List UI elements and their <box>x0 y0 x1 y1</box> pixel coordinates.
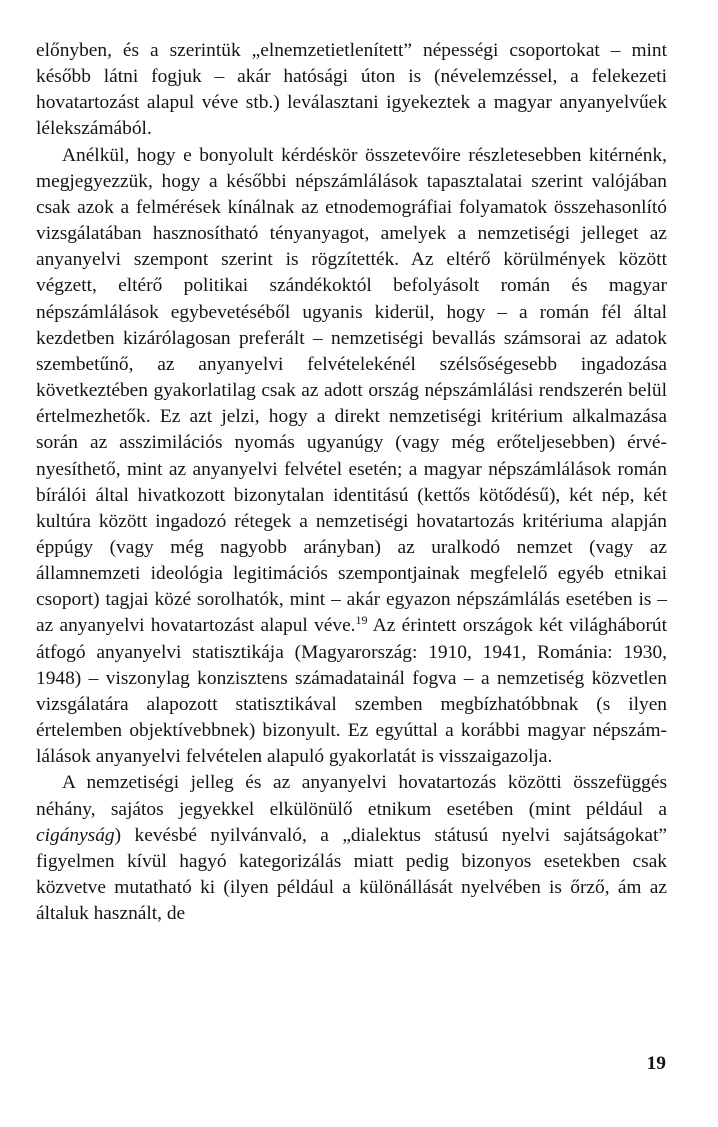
page-body <box>36 38 667 927</box>
footnote-reference: 19 <box>355 613 368 628</box>
page-number: 19 <box>646 1053 666 1074</box>
paragraph <box>36 770 667 927</box>
emphasized-term: cigányság <box>36 824 115 846</box>
paragraph <box>36 143 667 771</box>
text-run: Az érintett országok két világháborút átfogó anyanyelvi statisztikája (Magyarország: 1910, 1941, Románia: 1930, 1948) – viszonylag konzisztens számadatainál fogva – a nemzetiség közvetlen vizsgálatára alapozott statisztikával szemben megbízhatóbbnak (s ilyen értelemben objektívebbnek) bizonyult. Ez egyúttal a korábbi magyar népszámlálások anyanyelvi felvételen alapuló gyakorlatát is visszaigazolja. <box>36 615 667 768</box>
text-run: ) kevésbé nyilvánvaló, a „dialektus státusú nyelvi sajátságokat” figyelmen kívül hagyó kategorizálás miatt pedig bizonyos esetekben csak közvetve mutatható ki (ilyen például a különállását nyelvében is őrző, ám az általuk használt, de <box>36 824 667 925</box>
text-run: előnyben, és a szerintük „elnemzetietlenített” népességi csoportokat – mint később látni fogjuk – akár hatósági úton is (névelemzéssel, a felekezeti hovatartozást alapul véve stb.) leválasztani igyekeztek a magyar anyanyelvűek lélekszámából. <box>36 40 667 140</box>
text-run: A nemzetiségi jelleg és az anyanyelvi hovatartozás közötti összefüggés néhány, sajátos jegyekkel elkülönülő etnikum esetében (mint például a <box>36 772 667 820</box>
paragraph <box>36 38 667 143</box>
text-run: Anélkül, hogy e bonyolult kérdéskör összetevőire részletesebben kitérnénk, megjegyezzük, hogy a későbbi népszámlálások tapasztalatai szerint valójában csak azok a felmérések kínálnak az etnodemográfiai folyamatok összehasonlító vizsgálatában hasznosítható tényanyagot, amelyek a nemzetiségi jelleget az anyanyelvi szempont szerint is rögzítették. Az eltérő körülmények között végzett, eltérő politikai szándékoktól befolyásolt román és magyar népszámlálások egybevetéséből ugyanis kiderül, hogy – a román fél által kezdetben kizárólagosan preferált – nemzetiségi bevallás számsorai az adatok szembetűnő, az anyanyelvi felvételekénél szélsőségesebb ingadozása következtében gyakorlatilag csak az adott ország népszámlálási rendszerén belül értelmezhetők. Ez azt jelzi, hogy a direkt nemzetiségi kritérium alkalmazása során az asszimilációs nyomás ugyanúgy (vagy még erőteljesebben) érvényesíthető, mint az anyanyelvi felvétel esetén; a magyar népszámlálások román bírálói által hivatkozott bizonytalan identitású (kettős kötődésű), két nép, két kultúra között ingadozó rétegek a nemzetiségi hovatartozás kritériuma alapján éppúgy (vagy még nagyobb arányban) az uralkodó nemzet (vagy az államnemzeti ideológia legitimációs szempontjainak megfelelő egyéb etnikai csoport) tagjai közé sorolhatók, mint – akár egyazon népszámlálás esetében is – az anyanyelvi hovatartozást alapul véve. <box>36 144 667 637</box>
